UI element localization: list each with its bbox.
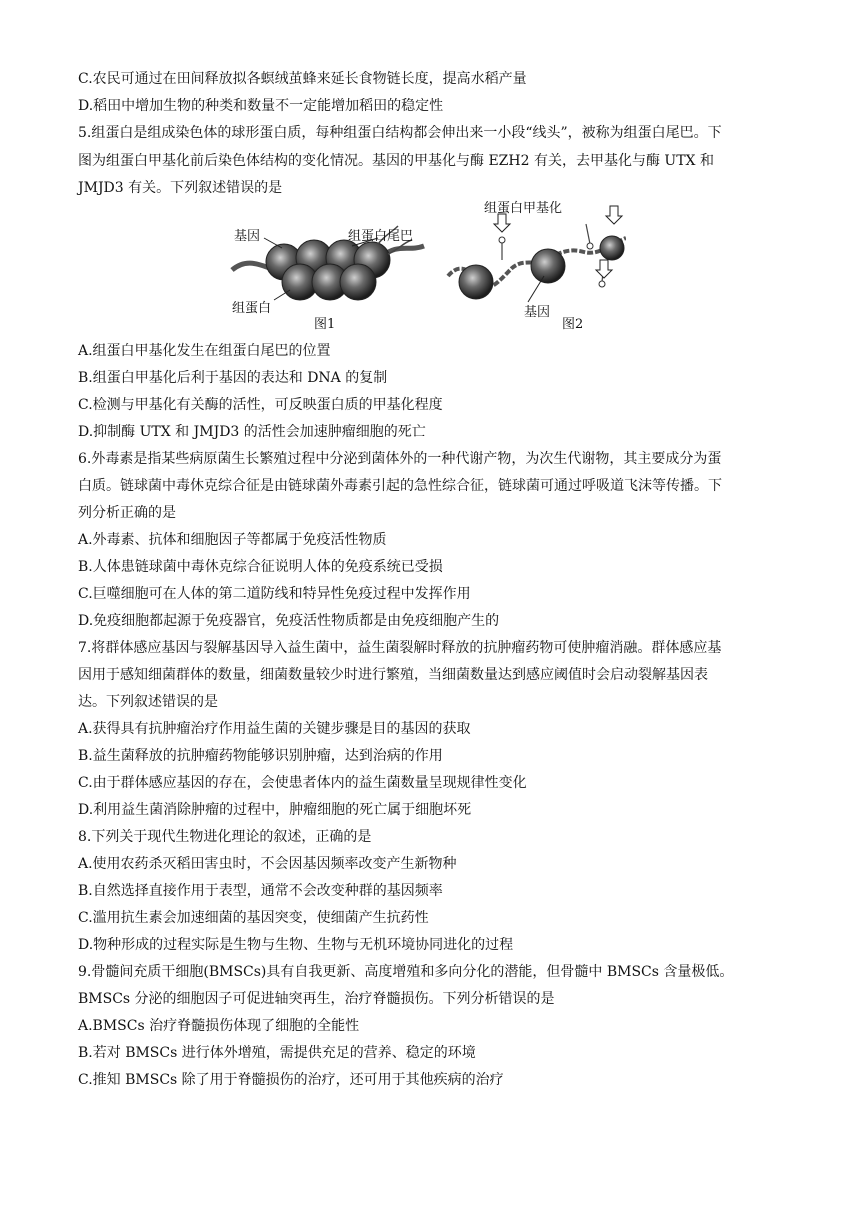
text-line-q5C: C.检测与甲基化有关酶的活性，可反映蛋白质的甲基化程度 — [78, 397, 443, 413]
text-line-q6A: A.外毒素、抗体和细胞因子等都属于免疫活性物质 — [78, 532, 387, 548]
fig1-gene-label: 基因 — [234, 229, 261, 244]
text-line-q6B: B.人体患链球菌中毒休克综合征说明人体的免疫系统已受损 — [78, 559, 443, 575]
text-line-q9C: C.推知 BMSCs 除了用于脊髓损伤的治疗，还可用于其他疾病的治疗 — [78, 1072, 504, 1088]
text-line-q8: 8.下列关于现代生物进化理论的叙述，正确的是 — [78, 829, 372, 845]
text-line-q5a: 5.组蛋白是组成染色体的球形蛋白质，每种组蛋白结构都会伸出来一小段“线头”，被称为组蛋白尾巴。下 — [78, 125, 722, 141]
text-line-q9b: BMSCs 分泌的细胞因子可促进轴突再生，治疗脊髓损伤。下列分析错误的是 — [78, 991, 555, 1007]
text-line-q6C: C.巨噬细胞可在人体的第二道防线和特异性免疫过程中发挥作用 — [78, 586, 471, 602]
text-line-l1: C.农民可通过在田间释放拟各螟绒茧蜂来延长食物链长度，提高水稻产量 — [78, 71, 527, 87]
text-line-q7D: D.利用益生菌消除肿瘤的过程中，肿瘤细胞的死亡属于细胞坏死 — [78, 802, 472, 818]
text-line-q9A: A.BMSCs 治疗脊髓损伤体现了细胞的全能性 — [78, 1018, 360, 1034]
histone-figure — [228, 196, 626, 338]
figure-1 — [232, 226, 424, 332]
text-line-l2: D.稻田中增加生物的种类和数量不一定能增加稻田的稳定性 — [78, 98, 444, 114]
fig1-histone-label: 组蛋白 — [232, 301, 272, 316]
text-line-q7C: C.由于群体感应基因的存在，会使患者体内的益生菌数量呈现规律性变化 — [78, 775, 527, 791]
text-line-q5B: B.组蛋白甲基化后利于基因的表达和 DNA 的复制 — [78, 370, 388, 386]
text-line-q6D: D.免疫细胞都起源于免疫器官，免疫活性物质都是由免疫细胞产生的 — [78, 613, 500, 629]
text-line-q8D: D.物种形成的过程实际是生物与生物、生物与无机环境协同进化的过程 — [78, 937, 514, 953]
text-line-q5c: JMJD3 有关。下列叙述错误的是 — [78, 180, 283, 196]
text-line-q9B: B.若对 BMSCs 进行体外增殖，需提供充足的营养、稳定的环境 — [78, 1045, 476, 1061]
text-line-q7B: B.益生菌释放的抗肿瘤药物能够识别肿瘤，达到治病的作用 — [78, 748, 443, 764]
text-line-q7a: 7.将群体感应基因与裂解基因导入益生菌中，益生菌裂解时释放的抗肿瘤药物可使肿瘤消融。群体感应基 — [78, 640, 722, 656]
fig2-caption: 图2 — [562, 317, 584, 332]
text-line-q9a: 9.骨髓间充质干细胞(BMSCs)具有自我更新、高度增殖和多向分化的潜能，但骨髓中 BMSCs 含量极低。 — [78, 964, 734, 980]
text-line-q6c: 列分析正确的是 — [78, 505, 176, 521]
figure-2 — [448, 201, 626, 332]
text-line-q5b: 图为组蛋白甲基化前后染色体结构的变化情况。基因的甲基化与酶 EZH2 有关，去甲基化与酶 UTX 和 — [78, 153, 714, 169]
fig2-methylation-label: 组蛋白甲基化 — [484, 201, 563, 216]
text-line-q8A: A.使用农药杀灭稻田害虫时，不会因基因频率改变产生新物种 — [78, 856, 457, 872]
text-line-q7c: 达。下列叙述错误的是 — [78, 694, 218, 710]
text-line-q8C: C.滥用抗生素会加速细菌的基因突变，使细菌产生抗药性 — [78, 910, 429, 926]
text-line-q5A: A.组蛋白甲基化发生在组蛋白尾巴的位置 — [78, 343, 331, 359]
text-line-q5D: D.抑制酶 UTX 和 JMJD3 的活性会加速肿瘤细胞的死亡 — [78, 424, 426, 440]
fig1-caption: 图1 — [314, 317, 336, 332]
text-line-q7b: 因用于感知细菌群体的数量，细菌数量较少时进行繁殖，当细菌数量达到感应阈值时会启动裂解基因表 — [78, 667, 708, 683]
fig1-histone-tail-label: 组蛋白尾巴 — [348, 229, 414, 244]
text-line-q6b: 白质。链球菌中毒休克综合征是由链球菌外毒素引起的急性综合征，链球菌可通过呼吸道飞沫等传播。下 — [78, 478, 722, 494]
text-line-q7A: A.获得具有抗肿瘤治疗作用益生菌的关键步骤是目的基因的获取 — [78, 721, 471, 737]
text-line-q6a: 6.外毒素是指某些病原菌生长繁殖过程中分泌到菌体外的一种代谢产物，为次生代谢物，其主要成分为蛋 — [78, 451, 722, 467]
fig2-gene-label: 基因 — [524, 305, 551, 320]
text-line-q8B: B.自然选择直接作用于表型，通常不会改变种群的基因频率 — [78, 883, 443, 899]
